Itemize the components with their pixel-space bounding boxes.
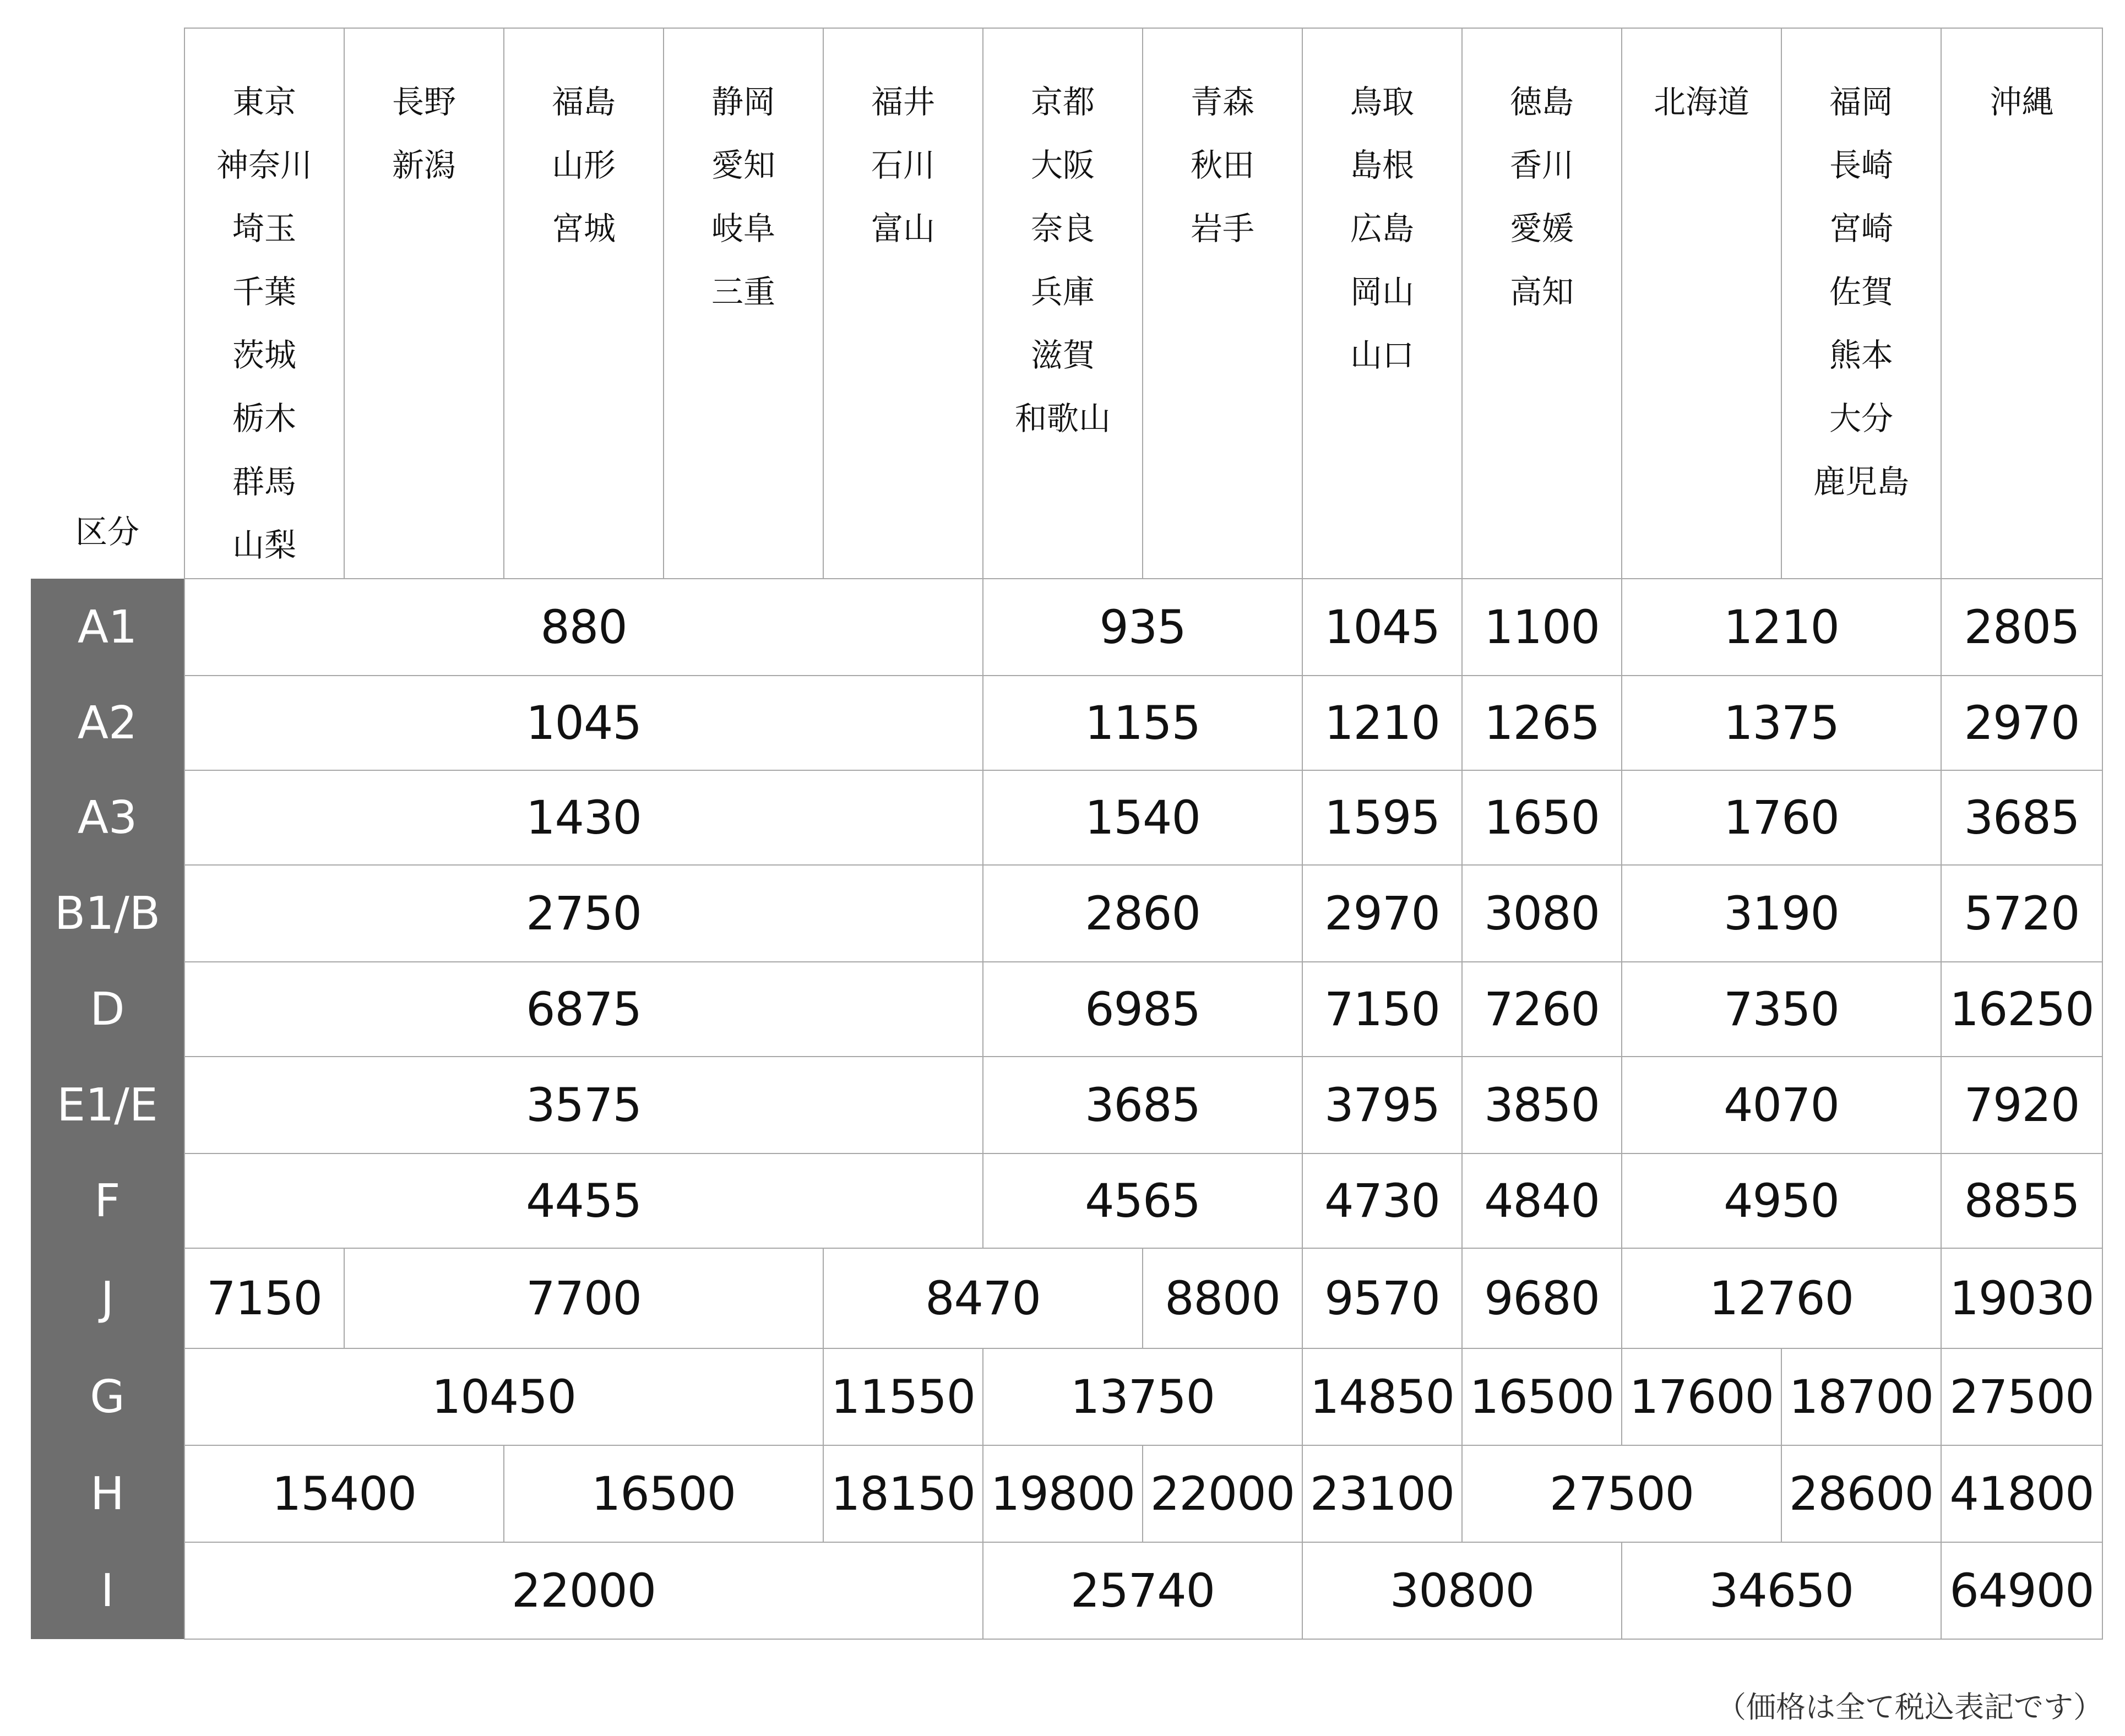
price-cell: 3080 [1462,865,1622,962]
category-label: J [31,1248,184,1348]
prefecture-list [1782,29,1941,514]
prefecture-list [1303,29,1461,387]
region-column-header [1941,28,2102,579]
rate-row [31,579,2102,676]
prefecture-name: 島根 [1350,146,1414,184]
price-cell: 17600 [1622,1348,1781,1445]
region-column-header [1143,28,1302,579]
price-cell: 1265 [1462,676,1622,770]
region-column-header [664,28,823,579]
prefecture-name: 山形 [551,146,616,184]
category-label: I [31,1542,184,1639]
rate-row [31,1348,2102,1445]
region-column-header [1781,28,1941,579]
price-cell: 4840 [1462,1153,1622,1248]
price-cell: 8855 [1941,1153,2102,1248]
rate-row [31,1057,2102,1153]
prefecture-list [1143,29,1302,260]
prefecture-list [824,29,982,260]
price-cell: 18700 [1781,1348,1941,1445]
price-cell: 1155 [983,676,1302,770]
prefecture-name: 新潟 [392,146,456,184]
price-cell: 1760 [1622,770,1941,865]
price-cell: 22000 [184,1542,983,1639]
prefecture-list [664,29,823,324]
price-cell: 6985 [983,962,1302,1057]
category-label: A2 [31,676,184,770]
prefecture-name: 高知 [1509,273,1574,311]
price-cell: 935 [983,579,1302,676]
prefecture-name: 群馬 [232,463,296,500]
price-cell: 9570 [1302,1248,1462,1348]
prefecture-name: 山口 [1350,336,1414,374]
prefecture-name: 兵庫 [1030,273,1095,311]
price-cell: 7150 [184,1248,344,1348]
category-label: F [31,1153,184,1248]
category-label: A1 [31,579,184,676]
prefecture-name: 香川 [1509,146,1574,184]
price-cell: 3190 [1622,865,1941,962]
prefecture-list [1622,29,1781,134]
price-cell: 8470 [823,1248,1143,1348]
price-cell: 8800 [1143,1248,1302,1348]
prefecture-name: 茨城 [232,336,296,374]
region-column-header [1622,28,1781,579]
category-label: G [31,1348,184,1445]
price-cell: 7150 [1302,962,1462,1057]
price-cell: 3795 [1302,1057,1462,1153]
prefecture-name: 佐賀 [1829,273,1893,311]
price-cell: 2970 [1941,676,2102,770]
prefecture-name: 埼玉 [232,210,296,247]
category-label: D [31,962,184,1057]
rate-row [31,770,2102,865]
price-cell: 1045 [1302,579,1462,676]
prefecture-name: 大分 [1829,400,1893,437]
price-cell: 1650 [1462,770,1622,865]
prefecture-name: 宮崎 [1829,210,1893,247]
price-cell: 23100 [1302,1445,1462,1542]
price-cell: 41800 [1941,1445,2102,1542]
tax-note: （価格は全て税込表記です） [1716,1690,2103,1724]
prefecture-name: 広島 [1350,210,1414,247]
prefecture-name: 秋田 [1190,146,1254,184]
prefecture-name: 沖縄 [1990,83,2054,121]
price-cell: 3575 [184,1057,983,1153]
price-cell: 1375 [1622,676,1941,770]
region-column-header [184,28,344,579]
price-cell: 25740 [983,1542,1302,1639]
category-header-label: 区分 [75,513,139,551]
price-cell: 2805 [1941,579,2102,676]
prefecture-name: 長野 [392,83,456,121]
price-cell: 9680 [1462,1248,1622,1348]
price-cell: 4070 [1622,1057,1941,1153]
prefecture-name: 愛媛 [1509,210,1574,247]
price-cell: 12760 [1622,1248,1941,1348]
price-cell: 4730 [1302,1153,1462,1248]
price-cell: 27500 [1462,1445,1781,1542]
price-cell: 2970 [1302,865,1462,962]
prefecture-name: 静岡 [711,83,775,121]
prefecture-name: 山梨 [232,526,296,564]
rate-row [31,865,2102,962]
prefecture-name: 岐阜 [711,210,775,247]
region-column-header [983,28,1143,579]
prefecture-name: 東京 [232,83,296,121]
prefecture-name: 長崎 [1829,146,1893,184]
rate-row [31,962,2102,1057]
prefecture-list [1463,29,1621,324]
category-label: E1/E [31,1057,184,1153]
prefecture-name: 青森 [1190,83,1254,121]
price-cell: 3685 [1941,770,2102,865]
price-cell: 22000 [1143,1445,1302,1542]
price-cell: 3850 [1462,1057,1622,1153]
price-cell: 16500 [504,1445,823,1542]
price-cell: 1210 [1302,676,1462,770]
price-cell: 16500 [1462,1348,1622,1445]
prefecture-name: 北海道 [1653,83,1749,121]
rate-row [31,1153,2102,1248]
rate-row [31,1542,2102,1639]
region-column-header [504,28,664,579]
prefecture-name: 福岡 [1829,83,1893,121]
prefecture-name: 岡山 [1350,273,1414,311]
prefecture-name: 大阪 [1030,146,1095,184]
price-cell: 880 [184,579,983,676]
price-cell: 19030 [1941,1248,2102,1348]
price-cell: 30800 [1302,1542,1622,1639]
price-cell: 10450 [184,1348,823,1445]
price-cell: 13750 [983,1348,1302,1445]
price-cell: 7260 [1462,962,1622,1057]
prefecture-name: 京都 [1030,83,1095,121]
rate-table-body [31,579,2102,1639]
prefecture-name: 福井 [871,83,935,121]
prefecture-name: 三重 [711,273,775,311]
prefecture-name: 神奈川 [216,146,312,184]
price-cell: 4565 [983,1153,1302,1248]
prefecture-name: 福島 [551,83,616,121]
price-cell: 16250 [1941,962,2102,1057]
price-cell: 18150 [823,1445,983,1542]
prefecture-list [983,29,1142,450]
rate-row [31,676,2102,770]
price-cell: 28600 [1781,1445,1941,1542]
prefecture-list [1942,29,2102,134]
prefecture-name: 奈良 [1030,210,1095,247]
prefecture-name: 富山 [871,210,935,247]
prefecture-name: 愛知 [711,146,775,184]
price-cell: 4455 [184,1153,983,1248]
region-header-row [31,28,2102,579]
region-column-header [823,28,983,579]
price-cell: 34650 [1622,1542,1941,1639]
region-column-header [1302,28,1462,579]
prefecture-name: 滋賀 [1030,336,1095,374]
prefecture-name: 徳島 [1509,83,1574,121]
prefecture-name: 宮城 [551,210,616,247]
category-header [31,28,184,579]
price-cell: 6875 [184,962,983,1057]
price-cell: 19800 [983,1445,1143,1542]
price-cell: 5720 [1941,865,2102,962]
price-cell: 7920 [1941,1057,2102,1153]
prefecture-name: 熊本 [1829,336,1893,374]
price-cell: 1045 [184,676,983,770]
rate-row [31,1445,2102,1542]
price-cell: 1100 [1462,579,1622,676]
price-cell: 3685 [983,1057,1302,1153]
prefecture-name: 和歌山 [1014,400,1111,437]
category-label: A3 [31,770,184,865]
category-label: B1/B [31,865,184,962]
prefecture-list [504,29,663,260]
prefecture-name: 栃木 [232,400,296,437]
prefecture-list [185,29,344,577]
price-cell: 1540 [983,770,1302,865]
rate-row [31,1248,2102,1348]
price-cell: 7350 [1622,962,1941,1057]
prefecture-name: 鳥取 [1350,83,1414,121]
price-cell: 11550 [823,1348,983,1445]
price-cell: 4950 [1622,1153,1941,1248]
price-cell: 1430 [184,770,983,865]
prefecture-name: 千葉 [232,273,296,311]
region-column-header [344,28,504,579]
price-cell: 14850 [1302,1348,1462,1445]
prefecture-name: 岩手 [1190,210,1254,247]
price-cell: 2860 [983,865,1302,962]
price-cell: 64900 [1941,1542,2102,1639]
price-cell: 1595 [1302,770,1462,865]
prefecture-name: 鹿児島 [1813,463,1909,500]
category-label: H [31,1445,184,1542]
price-cell: 2750 [184,865,983,962]
price-cell: 15400 [184,1445,504,1542]
price-cell: 27500 [1941,1348,2102,1445]
prefecture-list [345,29,503,197]
price-cell: 7700 [344,1248,823,1348]
shipping-rate-table [31,28,2103,1640]
price-cell: 1210 [1622,579,1941,676]
prefecture-name: 石川 [871,146,935,184]
region-column-header [1462,28,1622,579]
